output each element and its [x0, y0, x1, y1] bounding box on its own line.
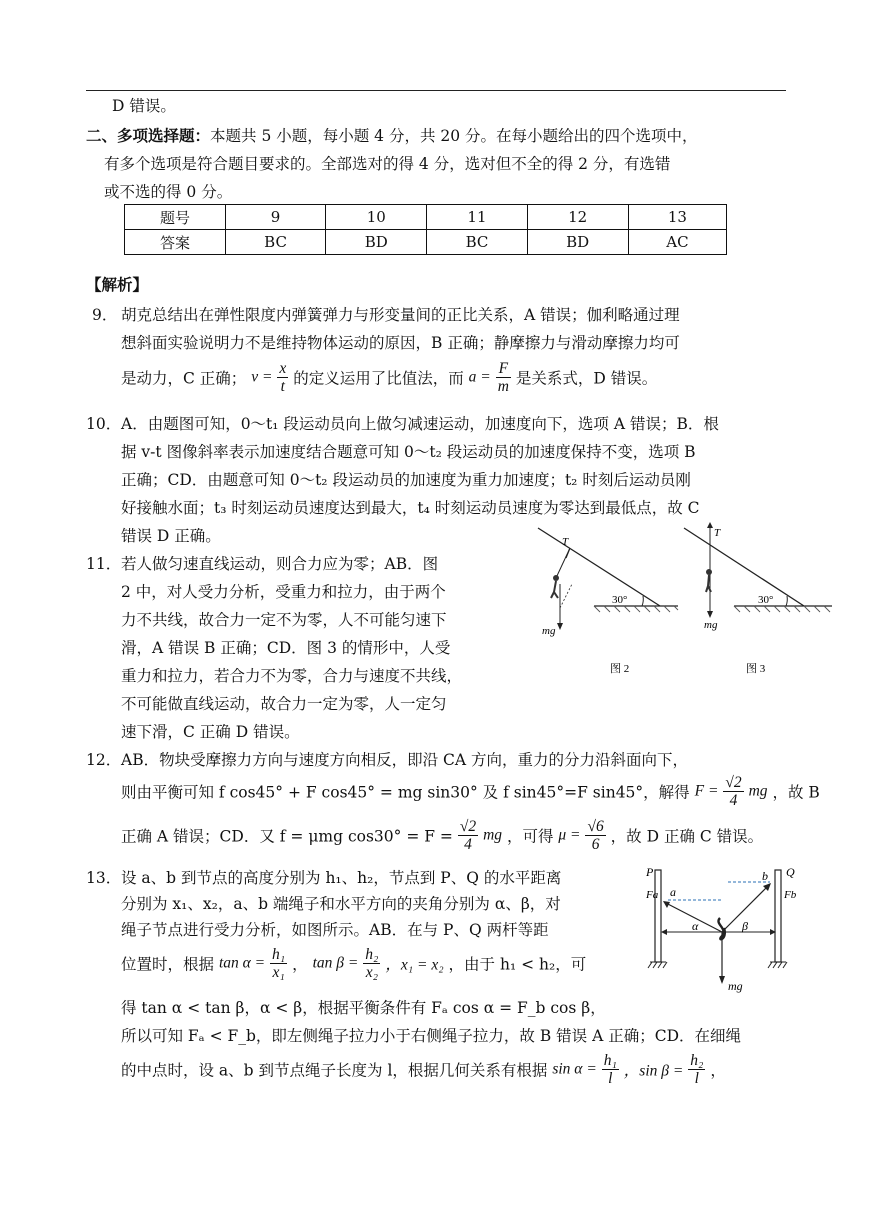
table-cell: BC: [427, 230, 527, 255]
mg-symbol: mg: [748, 782, 768, 800]
q13-line-1: 设 a、b 到节点的高度分别为 h₁、h₂，节点到 P、Q 的水平距离: [121, 869, 562, 887]
label-p: P: [646, 865, 654, 879]
q11-line-6: 不可能做直线运动，故合力一定为零，人一定匀: [121, 695, 447, 713]
numerator: √2: [459, 818, 477, 835]
table-cell: 题号: [125, 205, 226, 230]
mg-symbol: mg: [483, 826, 503, 844]
label-mg: mg: [728, 979, 743, 993]
numerator: h₁: [272, 946, 286, 963]
label-fb: Fb: [784, 889, 797, 901]
top-rule: [86, 90, 786, 91]
q13-line-7: 的中点时，设 a、b 到节点绳子长度为 l，根据几何关系有根据 sin α = $\frac{\text{h₁}}{l}$ ，sin β = $\frac{\text{h₂}}{l}$ ，: [121, 1052, 726, 1088]
denominator: 6: [591, 836, 600, 854]
q13-line-3: 绳子节点进行受力分析，如图所示。AB．在与 P、Q 两杆等距: [121, 921, 549, 939]
table-row: [125, 205, 727, 230]
denominator: 4: [729, 792, 738, 810]
denominator: l: [694, 1070, 699, 1088]
q9-text-b: 的定义运用了比值法，而: [293, 369, 464, 388]
q10-line-3: 正确；CD．由题意可知 0～t₂ 段运动员的加速度为重力加速度；t₂ 时刻后运动员刚: [121, 471, 691, 489]
q13-number: 13．: [86, 869, 122, 887]
f-symbol: F =: [694, 782, 719, 800]
q11-line-1: 若人做匀速直线运动，则合力应为零；AB．图: [121, 555, 439, 573]
label-beta: β: [742, 919, 748, 933]
fraction-h1-over-l: [602, 1052, 619, 1087]
q9-line-1: 胡克总结出在弹性限度内弹簧弹力与形变量间的正比关系，A 错误；伽利略通过理: [121, 306, 680, 324]
pole-q: [775, 870, 781, 962]
q13-line-6: 所以可知 Fₐ < F_b，即左侧绳子拉力小于右侧绳子拉力，故 B 错误 A 正确；CD．在细绳: [121, 1027, 742, 1045]
table-cell: 12: [527, 205, 628, 230]
q9-line-3: [121, 360, 657, 395]
q12-line-3: [121, 818, 763, 853]
label-b: b: [762, 869, 768, 883]
q12-text-d: ，可得: [506, 827, 554, 846]
q13-text-c: 的中点时，设 a、b 到节点绳子长度为 l，根据几何关系有根据: [121, 1061, 548, 1080]
numerator: h₂: [365, 946, 379, 963]
q10-line-5: 错误 D 正确。: [121, 527, 221, 545]
fraction-sqrt6-over-6: [585, 818, 605, 853]
q12-text-c: 正确 A 错误；CD．又 f = μmg cos30° = F =: [121, 827, 453, 846]
answer-table: [124, 204, 727, 255]
mg-label: mg: [542, 625, 556, 637]
numerator: x: [279, 360, 287, 377]
tan-alpha: tan α =: [218, 954, 266, 972]
label-alpha: α: [692, 919, 699, 933]
q10-line-2: 据 v-t 图像斜率表示加速度结合题意可知 0～t₂ 段运动员的加速度保持不变，选项 B: [121, 443, 696, 461]
fraction-h2-over-l: [688, 1052, 705, 1087]
table-cell: AC: [628, 230, 726, 255]
q10-number: 10．: [86, 415, 122, 433]
figure-2: [538, 528, 678, 675]
section-heading: [86, 124, 698, 146]
fraction-x-over-t: [277, 360, 288, 395]
figure-3-caption: 图 3: [746, 663, 766, 675]
numerator: √2: [725, 774, 742, 791]
q13-text-b: ，由于 h₁ < h₂，可: [448, 955, 587, 974]
q12-number: 12．: [86, 751, 122, 769]
tension-label: T: [714, 527, 721, 539]
table-cell: BD: [326, 230, 427, 255]
fraction-h1-over-x1: [270, 946, 287, 981]
mg-label: mg: [704, 619, 718, 631]
table-cell: BC: [226, 230, 326, 255]
section-intro-2: 有多个选项是符合题目要求的。全部选对的得 4 分，选对但不全的得 2 分，有选错: [104, 155, 671, 173]
q9-text-a: 是动力，C 正确；: [121, 369, 247, 388]
table-cell: 11: [427, 205, 527, 230]
q10-line-1: A．由题图可知，0～t₁ 段运动员向上做匀减速运动，加速度向下，选项 A 错误；B．根: [121, 415, 719, 433]
analysis-title: 【解析】: [86, 275, 149, 294]
q9-number: 9．: [92, 306, 118, 324]
table-cell: 13: [628, 205, 726, 230]
table-cell: 9: [226, 205, 326, 230]
numerator: h₂: [690, 1052, 704, 1069]
fraction-sqrt2-over-4: [723, 774, 743, 809]
q11-number: 11．: [86, 555, 122, 573]
figure-3: [684, 522, 832, 675]
q12-line-1: AB．物块受摩擦力方向与速度方向相反，即沿 CA 方向，重力的分力沿斜面向下，: [121, 751, 688, 769]
sin-alpha: sin α =: [552, 1060, 597, 1078]
q9-text-c: 是关系式，D 错误。: [515, 369, 658, 388]
denominator: x₁: [272, 964, 285, 982]
q13-figure: [642, 862, 802, 998]
denominator: 4: [464, 836, 472, 854]
table-cell: BD: [527, 230, 628, 255]
numerator: h₁: [603, 1052, 617, 1069]
q11-line-2: 2 中，对人受力分析，受重力和拉力，由于两个: [121, 583, 446, 601]
section-intro-3: 或不选的得 0 分。: [104, 183, 233, 201]
label-a: a: [670, 885, 676, 899]
q13-line-2: 分别为 x₁、x₂，a、b 端绳子和水平方向的夹角分别为 α、β，对: [121, 895, 561, 913]
denominator: l: [608, 1070, 613, 1088]
numerator: √6: [587, 818, 604, 835]
denominator: t: [280, 378, 285, 396]
fraction-h2-over-x2: [363, 946, 380, 981]
label-fa: Fa: [646, 889, 659, 901]
q13-text-a: 位置时，根据: [121, 955, 215, 974]
table-row: [125, 230, 727, 255]
mu-symbol: μ =: [558, 826, 581, 844]
figure-2-caption: 图 2: [610, 663, 630, 675]
q11-line-3: 力不共线，故合力一定不为零，人不可能匀速下: [121, 611, 447, 629]
numerator: F: [496, 360, 511, 378]
section-intro-1: 本题共 5 小题，每小题 4 分，共 20 分。在每小题给出的四个选项中，: [210, 127, 698, 145]
label-q: Q: [786, 865, 795, 879]
q13-line-4: 位置时，根据 tan α = $\frac{\text{h₁}}{\text{x₁}}$ ， tan β = $\frac{\text{h₂}}{\text{x₂}}$ ，x₁ = x₂ ，由于 h₁ < h₂，可: [121, 946, 587, 982]
section-title: 二、多项选择题：: [86, 126, 211, 145]
pole-p: [655, 870, 661, 962]
a-symbol: a =: [468, 368, 491, 386]
fraction-sqrt2-over-4: [458, 818, 478, 853]
x-equal: ，x₁ = x₂: [385, 956, 444, 974]
q11-line-7: 速下滑，C 正确 D 错误。: [121, 723, 300, 741]
q12-text-e: ，故 D 正确 C 错误。: [610, 827, 764, 846]
q10-line-4: 好接触水面；t₃ 时刻运动员速度达到最大，t₄ 时刻运动员速度为零达到最低点，故 C: [121, 499, 700, 517]
q12-text-b: ，故 B: [772, 783, 820, 802]
q12-text-a: 则由平衡可知 f cos45° + F cos45° = mg sin30° 及 f sin45°=F sin45°，解得: [121, 783, 690, 802]
q13-line-5: 得 tan α < tan β，α < β，根据平衡条件有 Fₐ cos α = F_b cos β，: [121, 999, 606, 1017]
q11-figures: [532, 520, 838, 688]
table-cell: 答案: [125, 230, 226, 255]
denominator: x₂: [365, 964, 378, 982]
denominator: m: [497, 378, 509, 396]
tan-beta: tan β =: [312, 954, 359, 972]
sin-beta: ，sin β =: [623, 1062, 684, 1080]
angle-label: 30°: [758, 594, 774, 606]
fraction-f-over-m: [496, 360, 511, 395]
person-icon: [553, 575, 559, 581]
table-cell: 10: [326, 205, 427, 230]
q11-line-5: 重力和拉力，若合力不为零，合力与速度不共线，: [121, 667, 463, 685]
v-symbol: v =: [251, 368, 273, 386]
tension-label: T: [562, 536, 569, 548]
q11-line-4: 滑，A 错误 B 正确；CD．图 3 的情形中，人受: [121, 639, 451, 657]
q9-line-2: 想斜面实验说明力不是维持物体运动的原因，B 正确；静摩擦力与滑动摩擦力均可: [121, 334, 680, 352]
person-icon: [706, 569, 712, 575]
angle-label: 30°: [612, 594, 628, 606]
q12-line-2: [121, 774, 820, 809]
header-tail: D 错误。: [112, 97, 176, 115]
